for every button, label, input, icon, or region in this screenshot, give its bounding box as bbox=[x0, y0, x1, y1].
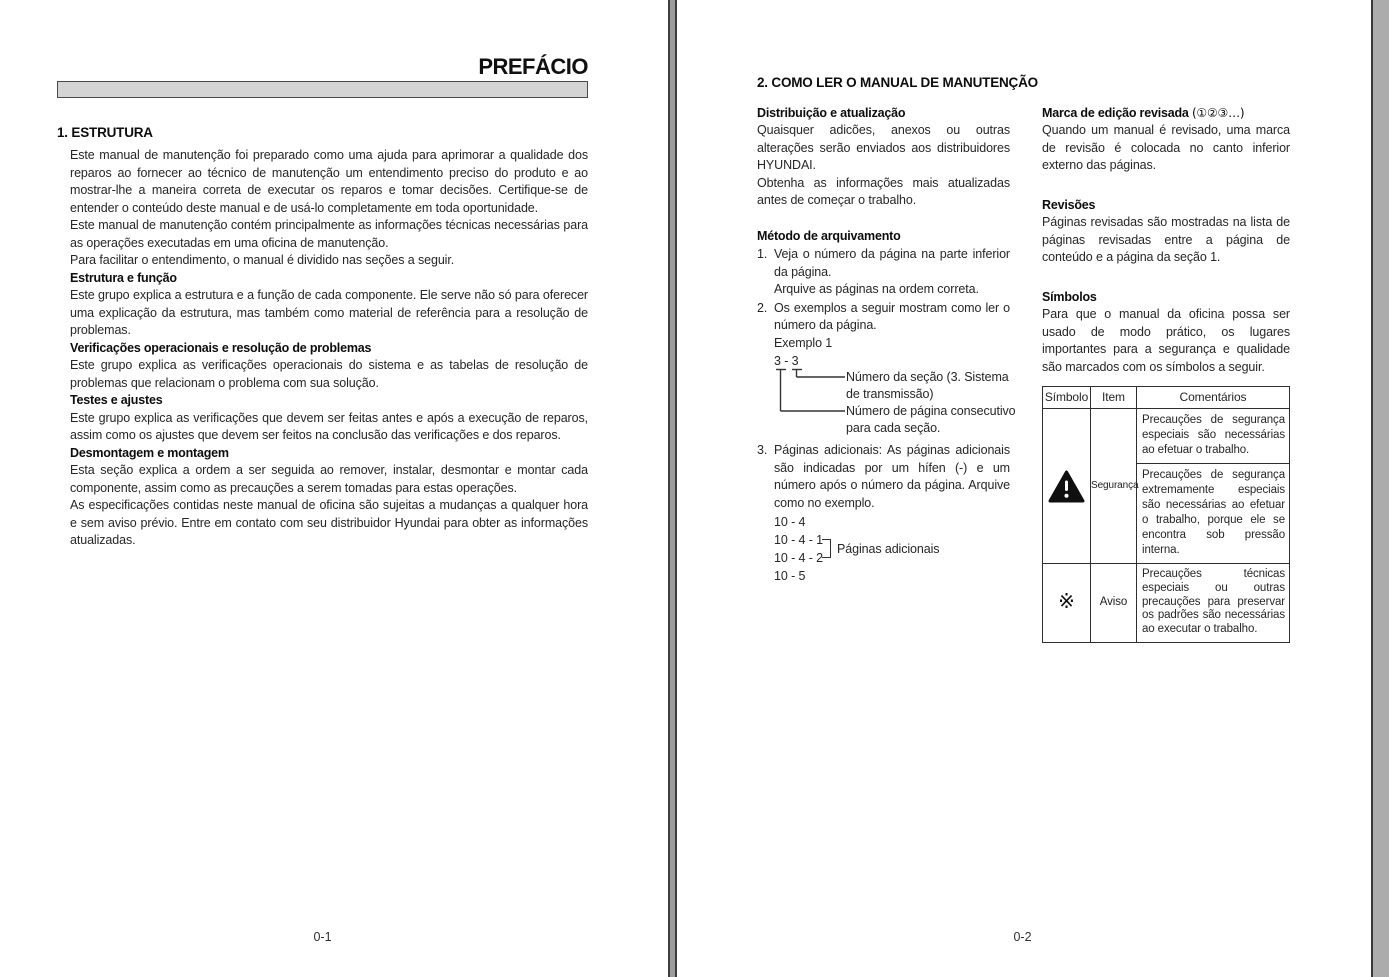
revisions-body: Páginas revisadas são mostradas na lista de páginas revisadas entre a página de conteúdo e a página da seção 1. bbox=[1042, 215, 1290, 264]
table-header-simbolo: Símbolo bbox=[1043, 387, 1091, 409]
section-heading-estrutura: 1. ESTRUTURA bbox=[57, 125, 153, 140]
filing-item-text: Arquive as páginas na ordem correta. bbox=[774, 282, 979, 296]
right-page-column-right bbox=[1042, 105, 1290, 643]
symbols-body: Para que o manual da oficina possa ser usado de modo prático, os lugares importantes para a segurança e qualidade são marcados com os símbolos a seguir. bbox=[1042, 307, 1290, 374]
distribution-body-line: Obtenha as informações mais atualizadas antes de começar o trabalho. bbox=[757, 175, 1010, 207]
table-comment: Precauções de segurança especiais são necessárias ao efetuar o trabalho. bbox=[1137, 409, 1290, 464]
reference-mark-glyph: ※ bbox=[1058, 588, 1075, 613]
filing-item-text: Os exemplos a seguir mostram como ler o número da página. bbox=[774, 300, 1010, 332]
bracket-label: Páginas adicionais bbox=[837, 542, 940, 556]
paragraph: Este manual de manutenção foi preparado como uma ajuda para aprimorar a qualidade dos reparos ao fornecer ao técnico de manutenção um entendimento preciso do produto e ao mostrar-lhe a maneira correta de executar os reparos e tomar decisões. Certifique-se de entender o conteúdo deste manual e de usá-lo completamente em toda oportunidade. bbox=[70, 148, 588, 215]
page-number-item: 10 - 4 bbox=[774, 515, 806, 529]
warning-triangle-icon bbox=[1043, 409, 1091, 564]
revisions-heading: Revisões bbox=[1042, 197, 1096, 212]
revision-mark-circled-numbers: (①②③…) bbox=[1191, 105, 1245, 120]
table-header-comentarios: Comentários bbox=[1137, 387, 1290, 409]
example-page-number: 3 - 3 bbox=[774, 354, 799, 368]
page-number-example-diagram bbox=[774, 353, 1016, 441]
filing-item-text: Veja o número da página na parte inferior da página. bbox=[774, 247, 1010, 279]
closing-paragraph: As especificações contidas neste manual de oficina são sujeitas a mudanças a qualquer hora e sem aviso prévio. Entre em contato com seu distribuidor Hyundai para obter as informações atualizadas. bbox=[70, 498, 588, 547]
filing-item-3 bbox=[757, 442, 1010, 585]
reference-mark-icon bbox=[1043, 564, 1091, 643]
subsection-heading: Desmontagem e montagem bbox=[70, 445, 229, 460]
subsection-heading: Testes e ajustes bbox=[70, 393, 163, 407]
subsection-body: Este grupo explica a estrutura e a função de cada componente. Ele serve não só para oferecer uma explicação da estrutura, mas também como material de referência para a resolução de problemas. bbox=[70, 288, 588, 337]
table-comment: Precauções de segurança extremamente especiais são necessárias ao efetuar o trabalho, porque ele se encontra sob pressão interna. bbox=[1137, 464, 1290, 564]
table-header-item: Item bbox=[1091, 387, 1137, 409]
page-number-left: 0-1 bbox=[313, 930, 332, 944]
callout-lines bbox=[775, 368, 850, 414]
revision-mark-body: Quando um manual é revisado, uma marca de revisão é colocada no canto inferior externo das páginas. bbox=[1042, 123, 1290, 172]
callout-section-number: Número da seção (3. Sistema de transmissão) bbox=[846, 370, 1009, 401]
table-header-row bbox=[1043, 387, 1290, 409]
page-number-item: 10 - 4 - 1 bbox=[774, 533, 824, 547]
page-binding-divider bbox=[668, 0, 677, 977]
paragraph: Para facilitar o entendimento, o manual é dividido nas seções a seguir. bbox=[70, 253, 455, 267]
revision-mark-heading-text: Marca de edição revisada bbox=[1042, 105, 1189, 120]
subsection-heading: Estrutura e função bbox=[70, 270, 177, 285]
page-title: PREFÁCIO bbox=[478, 54, 588, 79]
distribution-body-line: Quaisquer adicões, anexos ou outras alterações serão enviados aos distribuidores HYUNDAI. bbox=[757, 123, 1010, 172]
subsection-body: Este grupo explica as verificações operacionais do sistema e as tabelas de resolução de problemas que relacionam o problema com sua solução. bbox=[70, 358, 588, 390]
title-underline-bar bbox=[57, 81, 588, 98]
estrutura-body bbox=[70, 147, 588, 550]
page-number-item: 10 - 5 bbox=[774, 569, 806, 583]
table-row bbox=[1043, 409, 1290, 464]
symbols-heading: Símbolos bbox=[1042, 289, 1097, 304]
subsection-body: Esta seção explica a ordem a ser seguida ao remover, instalar, desmontar e montar cada componente, assim como as precauções a serem tomadas para estas operações. bbox=[70, 463, 588, 495]
table-row bbox=[1043, 564, 1290, 643]
table-item-aviso: Aviso bbox=[1091, 564, 1137, 643]
distribution-heading: Distribuição e atualização bbox=[757, 105, 906, 120]
list-number: 1. bbox=[757, 247, 768, 261]
paragraph: Este manual de manutenção contém principalmente as informações técnicas necessárias para as operações executadas em uma oficina de manutenção. bbox=[70, 218, 588, 250]
filing-item-1 bbox=[757, 246, 1010, 299]
additional-pages-example bbox=[774, 513, 1010, 585]
table-item-seguranca: Segurança bbox=[1091, 409, 1137, 564]
filing-item-text: Páginas adicionais: As páginas adicionais são indicadas por um hífen (-) e um número após o número da página. Arquive como no exemplo. bbox=[774, 443, 1010, 510]
scan-right-edge bbox=[1371, 0, 1389, 977]
page-number-right: 0-2 bbox=[1013, 930, 1032, 944]
symbols-table bbox=[1042, 386, 1290, 643]
filing-heading: Método de arquivamento bbox=[757, 228, 901, 243]
list-number: 3. bbox=[757, 443, 768, 457]
right-page bbox=[757, 74, 1290, 643]
bracket-line bbox=[822, 539, 831, 558]
section-heading-como-ler: 2. COMO LER O MANUAL DE MANUTENÇÃO bbox=[757, 75, 1038, 90]
list-number: 2. bbox=[757, 300, 768, 315]
example-label: Exemplo 1 bbox=[774, 335, 833, 350]
right-page-column-left bbox=[757, 105, 1016, 643]
page-number-item: 10 - 4 - 2 bbox=[774, 551, 824, 565]
subsection-body: Este grupo explica as verificações que devem ser feitas antes e após a execução de reparos, assim como os ajustes que devem ser feitos na conclusão das verificações e dos reparos. bbox=[70, 410, 588, 442]
left-page bbox=[57, 55, 588, 550]
filing-item-2 bbox=[757, 300, 1016, 442]
table-comment: Precauções técnicas especiais ou outras precauções para preservar os padrões são necessárias ao executar o trabalho. bbox=[1137, 564, 1290, 643]
subsection-heading: Verificações operacionais e resolução de problemas bbox=[70, 340, 372, 355]
revision-mark-heading bbox=[1042, 105, 1290, 123]
callout-page-number: Número de página consecutivo para cada seção. bbox=[846, 404, 1016, 435]
